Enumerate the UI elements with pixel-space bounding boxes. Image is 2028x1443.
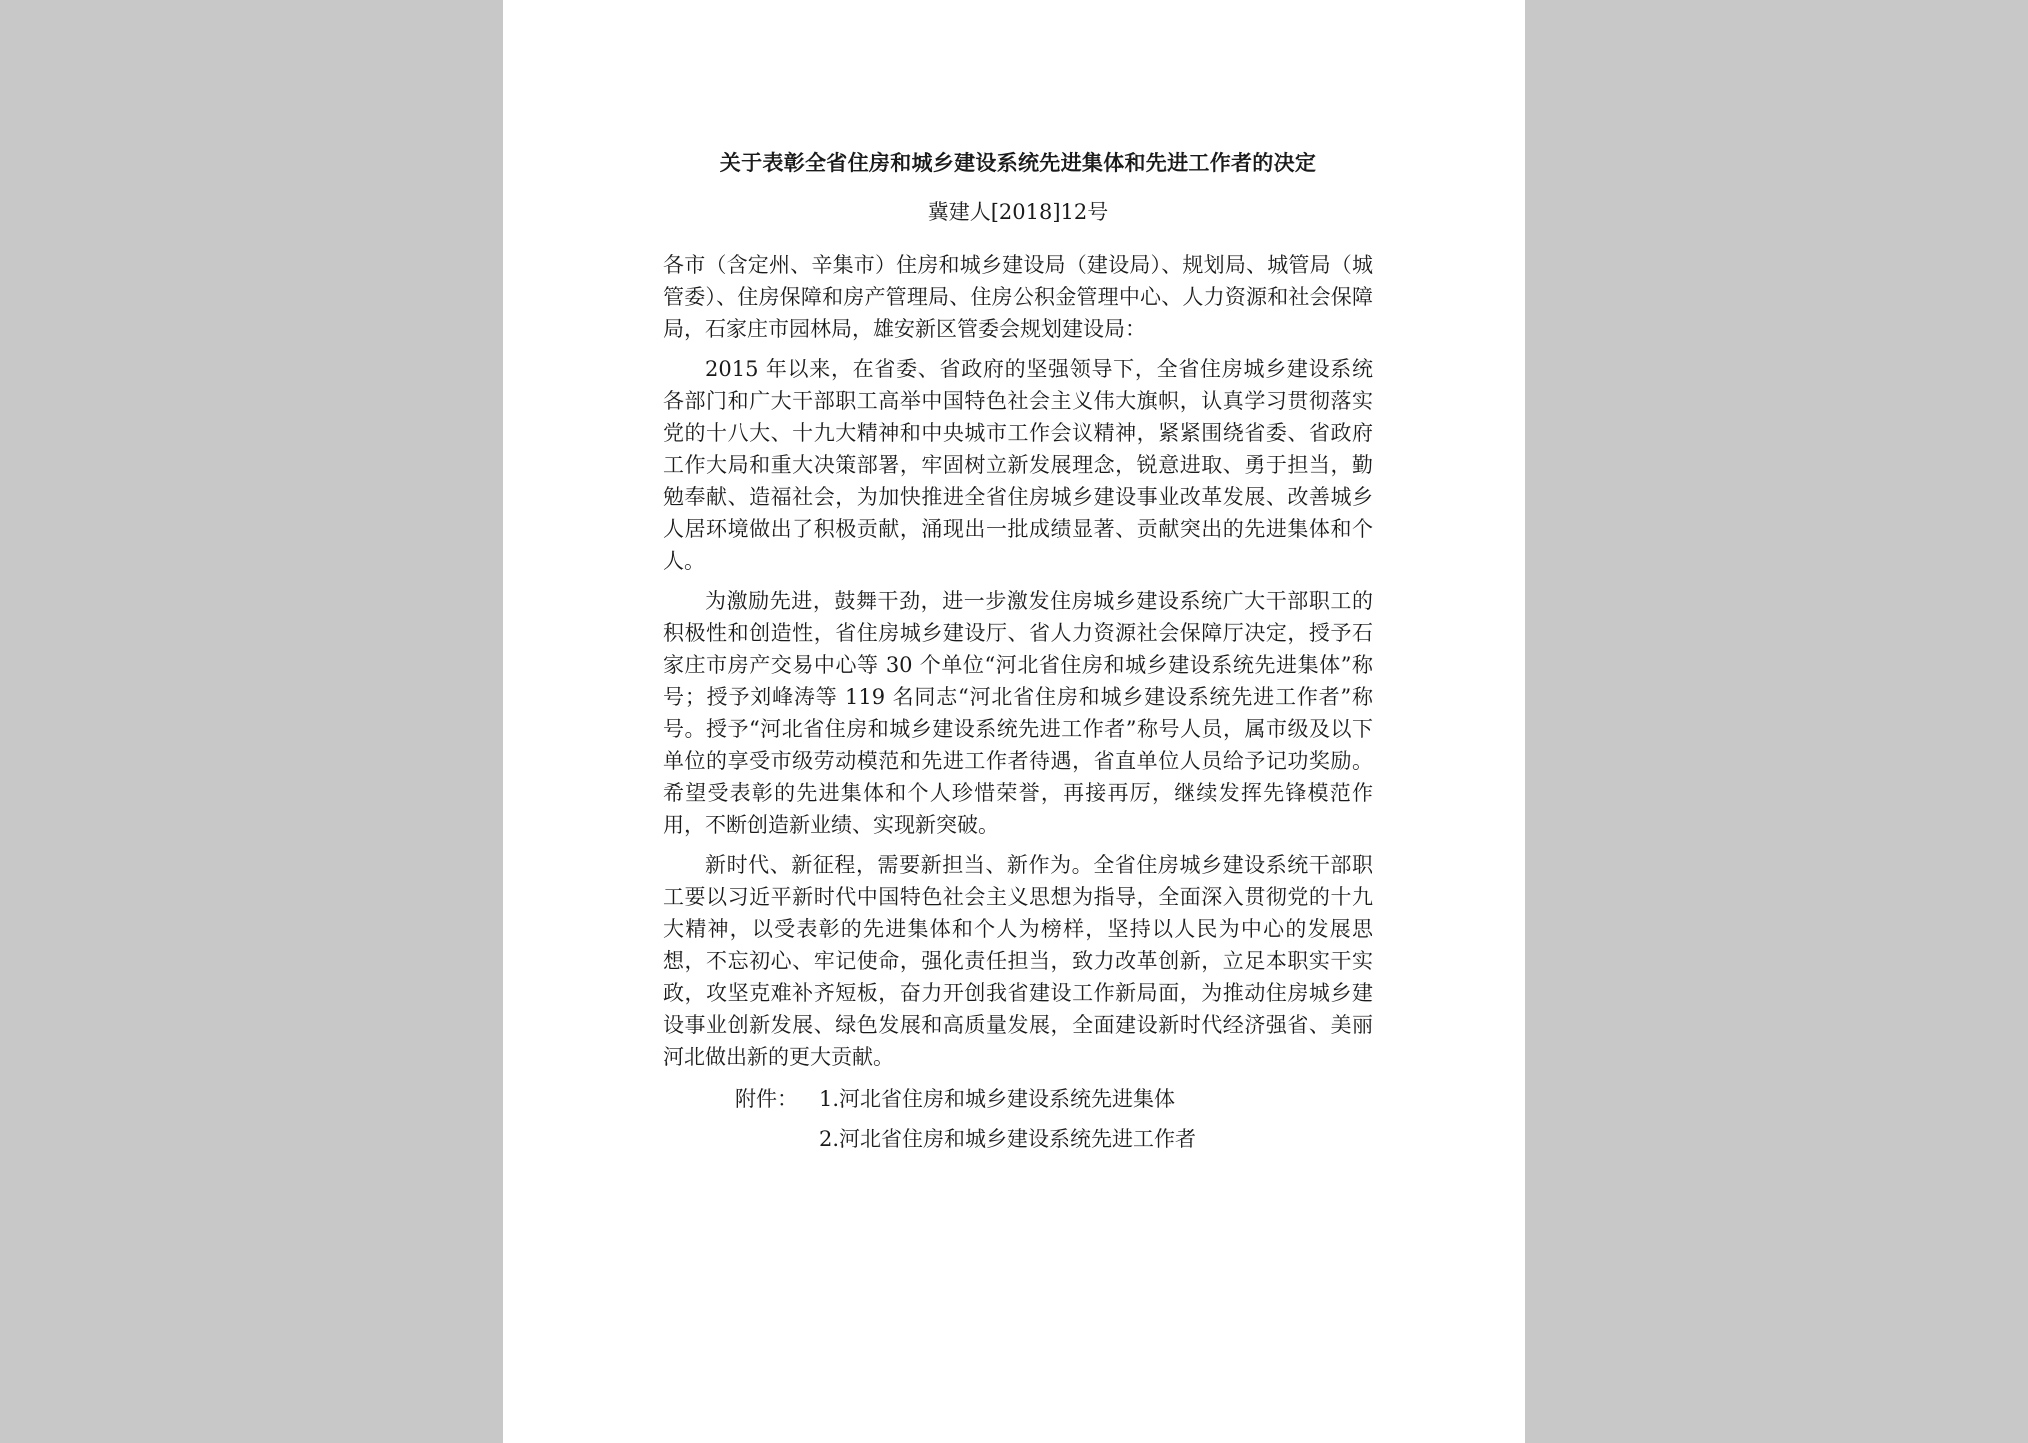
body-paragraph-3: 新时代、新征程，需要新担当、新作为。全省住房城乡建设系统干部职工要以习近平新时代中国特色社会主义思想为指导，全面深入贯彻党的十九大精神，以受表彰的先进集体和个人为榜样，坚持以人民为中心的发展思想，不忘初心、牢记使命，强化责任担当，致力改革创新，立足本职实干实政，攻坚克难补齐短板，奋力开创我省建设工作新局面，为推动住房城乡建设事业创新发展、绿色发展和高质量发展，全面建设新时代经济强省、美丽河北做出新的更大贡献。 xyxy=(663,853,1373,1069)
attachment-row-1 xyxy=(663,1079,1373,1119)
attachments-label-spacer xyxy=(663,1119,819,1159)
document-page xyxy=(503,0,1525,1443)
attachments-label: 附件： xyxy=(735,1087,798,1111)
document-number: 冀建人[2018]12号 xyxy=(927,200,1109,224)
attachments xyxy=(663,1079,1373,1159)
body-paragraph-1: 2015 年以来，在省委、省政府的坚强领导下，全省住房城乡建设系统各部门和广大干部职工高举中国特色社会主义伟大旗帜，认真学习贯彻落实党的十八大、十九大精神和中央城市工作会议精神，紧紧围绕省委、省政府工作大局和重大决策部署，牢固树立新发展理念，锐意进取、勇于担当，勤勉奉献、造福社会，为加快推进全省住房城乡建设事业改革发展、改善城乡人居环境做出了积极贡献，涌现出一批成绩显著、贡献突出的先进集体和个人。 xyxy=(663,357,1373,573)
salutation: 各市（含定州、辛集市）住房和城乡建设局（建设局）、规划局、城管局（城管委）、住房保障和房产管理局、住房公积金管理中心、人力资源和社会保障局，石家庄市园林局，雄安新区管委会规划建设局： xyxy=(663,253,1373,341)
attachment-row-2 xyxy=(663,1119,1373,1159)
attachment-item-1: 1.河北省住房和城乡建设系统先进集体 xyxy=(819,1087,1176,1111)
body-paragraph-2: 为激励先进，鼓舞干劲，进一步激发住房城乡建设系统广大干部职工的积极性和创造性，省住房城乡建设厅、省人力资源社会保障厅决定，授予石家庄市房产交易中心等 30 个单位“河北省住房和城乡建设系统先进集体”称号；授予刘峰涛等 119 名同志“河北省住房和城乡建设系统先进工作者”称号。授予“河北省住房和城乡建设系统先进工作者”称号人员，属市级及以下单位的享受市级劳动模范和先进工作者待遇，省直单位人员给予记功奖励。希望受表彰的先进集体和个人珍惜荣誉，再接再厉，继续发挥先锋模范作用，不断创造新业绩、实现新突破。 xyxy=(663,589,1373,837)
attachment-item-2: 2.河北省住房和城乡建设系统先进工作者 xyxy=(819,1127,1197,1151)
document-title: 关于表彰全省住房和城乡建设系统先进集体和先进工作者的决定 xyxy=(719,151,1317,175)
